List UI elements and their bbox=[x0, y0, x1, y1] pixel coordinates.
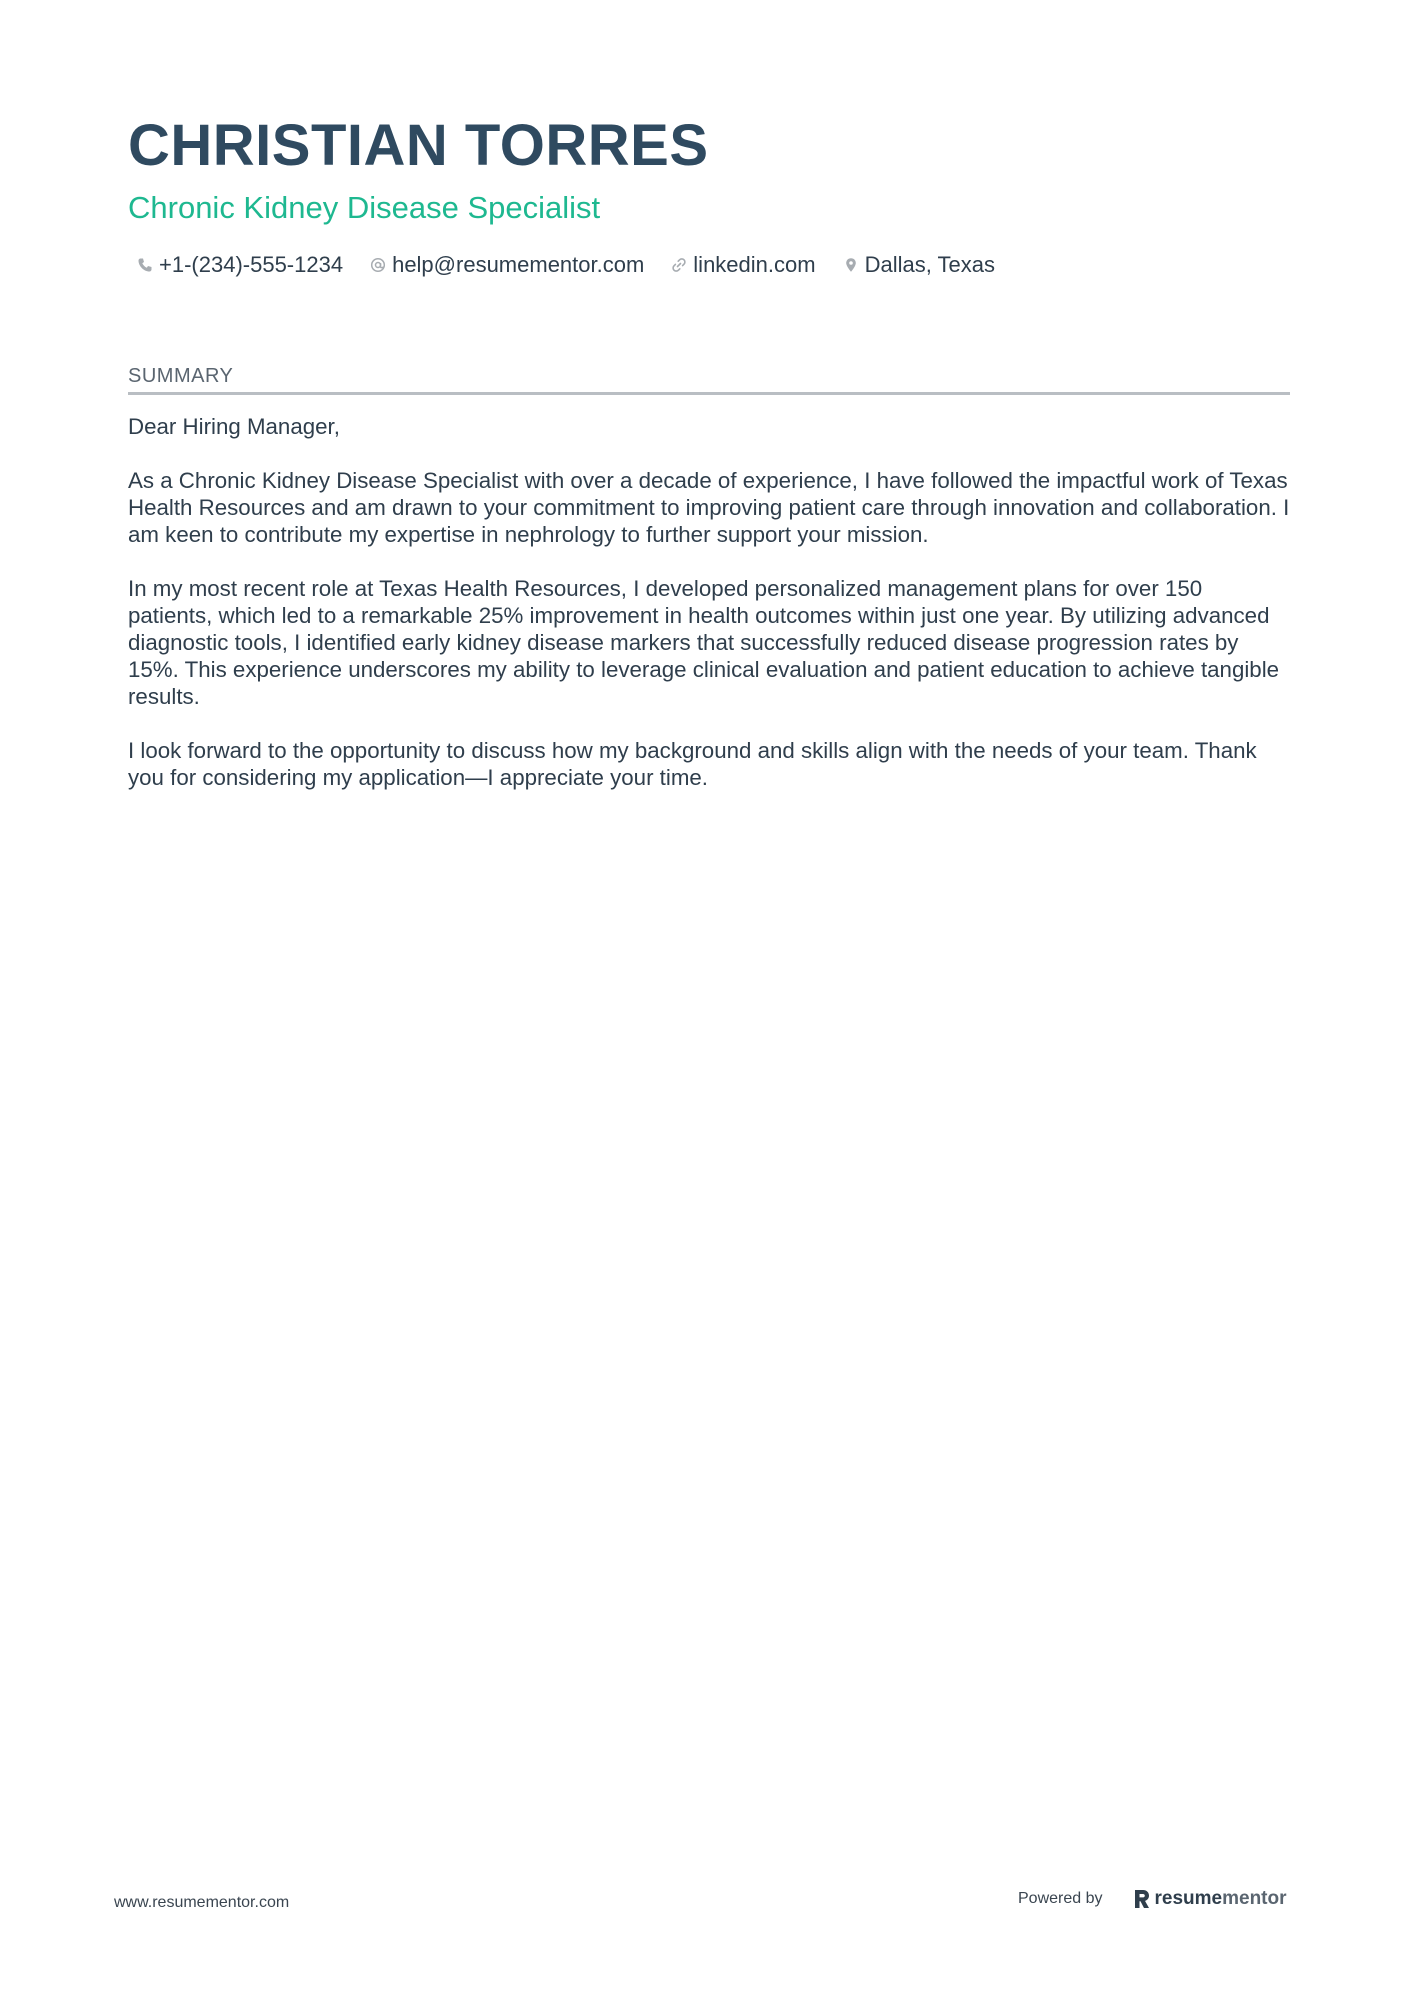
footer-branding bbox=[1018, 1888, 1287, 1910]
letter-paragraph: I look forward to the opportunity to discuss how my background and skills align with the needs of your team. Thank you for considering my application—I appreciate your time. bbox=[128, 738, 1257, 790]
letter-paragraph: As a Chronic Kidney Disease Specialist with over a decade of experience, I have followed the impactful work of Texas Health Resources and am drawn to your commitment to improving patient care through innovation and collaboration. I am keen to contribute my expertise in nephrology to further support your mission. bbox=[128, 468, 1290, 547]
contact-email[interactable] bbox=[369, 252, 644, 278]
candidate-name: CHRISTIAN TORRES bbox=[128, 113, 709, 178]
footer-website-link[interactable]: www.resumementor.com bbox=[114, 1894, 290, 1911]
location-pin-icon bbox=[842, 256, 860, 274]
section-title-summary: SUMMARY bbox=[128, 364, 1290, 395]
contact-phone-text: +1-(234)-555-1234 bbox=[159, 252, 344, 277]
brand-logo[interactable] bbox=[1133, 1888, 1287, 1910]
resume-page bbox=[128, 110, 1290, 818]
phone-icon bbox=[136, 256, 154, 274]
cover-letter-body bbox=[128, 413, 1290, 791]
contact-location bbox=[842, 252, 995, 278]
resumementor-logo-icon bbox=[1133, 1889, 1151, 1909]
at-icon bbox=[369, 256, 387, 274]
powered-by-label: Powered by bbox=[1018, 1890, 1103, 1907]
contact-linkedin[interactable] bbox=[670, 252, 815, 278]
brand-name-light: mentor bbox=[1222, 1888, 1287, 1909]
contact-email-text: help@resumementor.com bbox=[392, 252, 645, 277]
brand-name-strong: resume bbox=[1154, 1888, 1223, 1909]
contact-location-text: Dallas, Texas bbox=[864, 252, 996, 277]
candidate-title: Chronic Kidney Disease Specialist bbox=[128, 190, 601, 225]
letter-paragraph: In my most recent role at Texas Health Resources, I developed personalized management plans for over 150 patients, which led to a remarkable 25% improvement in health outcomes within just one year. By utilizing advanced diagnostic tools, I identified early kidney disease markers that successfully reduced disease progression rates by 15%. This experience underscores my ability to leverage clinical evaluation and patient education to achieve tangible results. bbox=[128, 576, 1280, 709]
contact-phone[interactable] bbox=[136, 252, 343, 278]
letter-salutation: Dear Hiring Manager, bbox=[128, 414, 340, 439]
contact-bar bbox=[128, 250, 1290, 280]
contact-linkedin-text: linkedin.com bbox=[693, 252, 816, 277]
link-icon bbox=[670, 256, 688, 274]
